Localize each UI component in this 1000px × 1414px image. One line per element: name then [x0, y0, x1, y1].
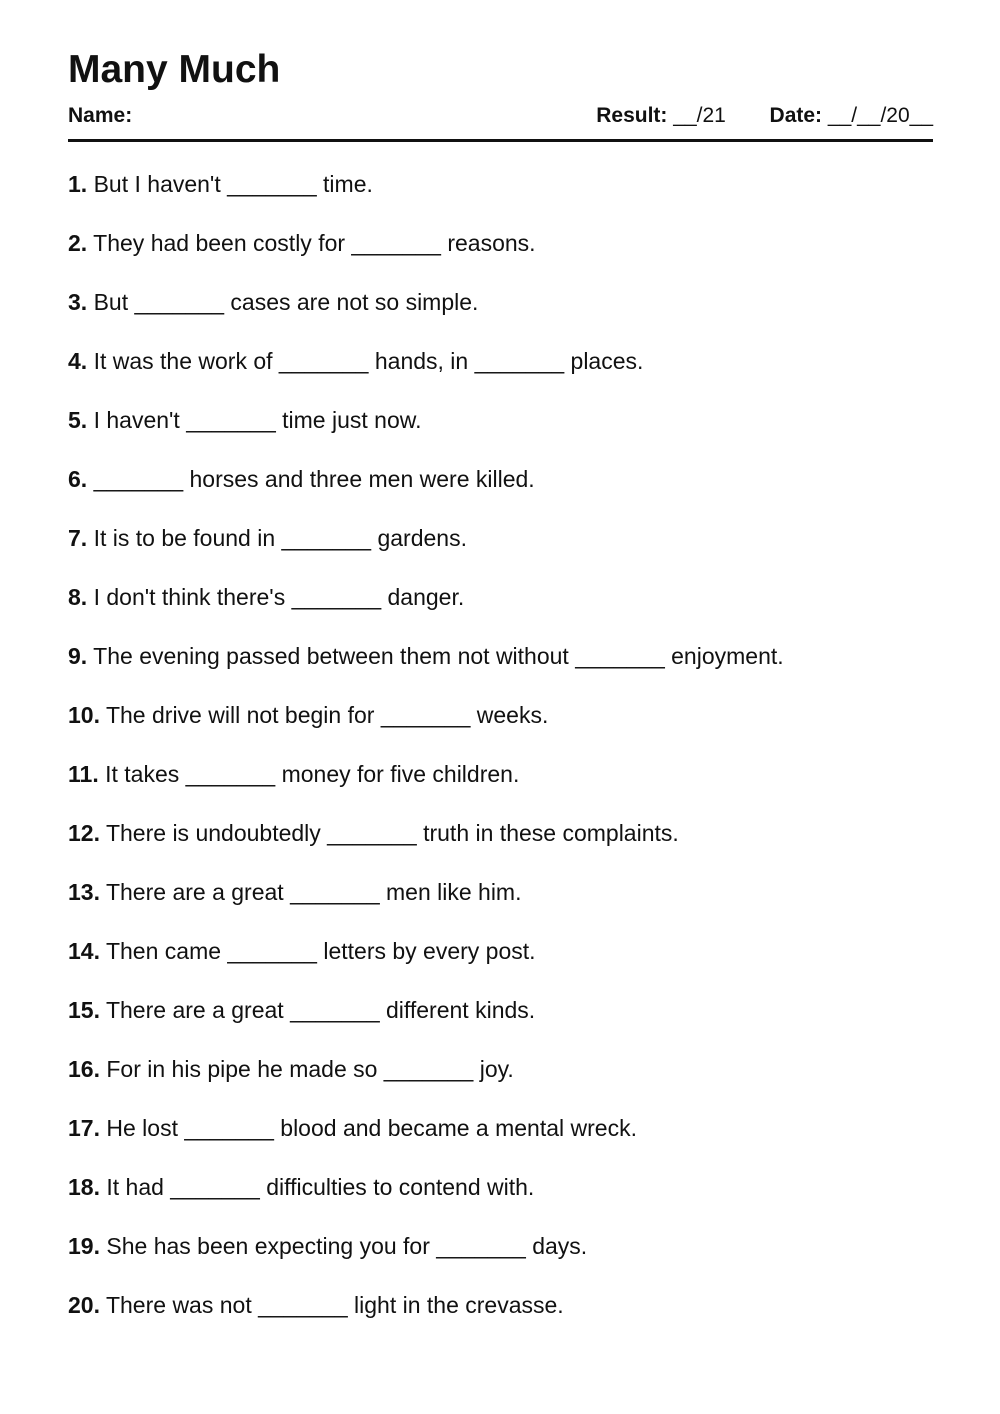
- worksheet-header: [68, 101, 933, 131]
- name-label: Name:: [68, 104, 133, 127]
- question-number: 20.: [68, 1292, 100, 1318]
- question-item: [68, 874, 784, 933]
- question-list: [68, 166, 784, 1346]
- question-text: I haven't _______ time just now.: [93, 407, 422, 433]
- question-item: [68, 933, 784, 992]
- question-text: There was not _______ light in the crevasse.: [105, 1292, 564, 1318]
- question-text: Then came _______ letters by every post.: [105, 938, 536, 964]
- question-item: [68, 225, 784, 284]
- question-item: [68, 1287, 784, 1346]
- question-item: [68, 815, 784, 874]
- question-number: 17.: [68, 1115, 100, 1141]
- question-text: It is to be found in _______ gardens.: [93, 525, 467, 551]
- question-text: But I haven't _______ time.: [93, 171, 373, 197]
- question-item: [68, 1228, 784, 1287]
- question-item: [68, 638, 784, 697]
- question-number: 7.: [68, 525, 88, 551]
- question-text: For in his pipe he made so _______ joy.: [106, 1056, 514, 1082]
- question-text: But _______ cases are not so simple.: [93, 289, 479, 315]
- question-item: [68, 1169, 784, 1228]
- question-number: 12.: [68, 820, 100, 846]
- question-number: 18.: [68, 1174, 100, 1200]
- question-number: 9.: [68, 643, 88, 669]
- question-text: He lost _______ blood and became a mental wreck.: [106, 1115, 637, 1141]
- question-number: 14.: [68, 938, 100, 964]
- question-item: [68, 579, 784, 638]
- question-text: There are a great _______ men like him.: [105, 879, 522, 905]
- question-item: [68, 697, 784, 756]
- question-item: [68, 992, 784, 1051]
- question-item: [68, 520, 784, 579]
- question-text: The drive will not begin for _______ weeks.: [105, 702, 549, 728]
- question-item: [68, 166, 784, 225]
- question-number: 19.: [68, 1233, 100, 1259]
- question-item: [68, 402, 784, 461]
- worksheet-title: Many Much: [68, 48, 281, 91]
- question-number: 10.: [68, 702, 100, 728]
- result-value: __/21: [673, 104, 726, 127]
- date-label: Date:: [769, 104, 823, 127]
- question-text: The evening passed between them not without _______ enjoyment.: [93, 643, 784, 669]
- question-number: 16.: [68, 1056, 100, 1082]
- question-text: I don't think there's _______ danger.: [93, 584, 465, 610]
- question-number: 1.: [68, 171, 88, 197]
- header-divider: [68, 139, 933, 142]
- question-text: There are a great _______ different kinds.: [105, 997, 536, 1023]
- question-text: It had _______ difficulties to contend with.: [106, 1174, 535, 1200]
- question-item: [68, 756, 784, 815]
- question-text: They had been costly for _______ reasons.: [93, 230, 536, 256]
- question-item: [68, 284, 784, 343]
- result-label: Result:: [596, 104, 668, 127]
- question-text: It was the work of _______ hands, in _______ places.: [93, 348, 644, 374]
- question-number: 15.: [68, 997, 100, 1023]
- question-number: 4.: [68, 348, 88, 374]
- question-number: 11.: [68, 761, 99, 787]
- question-number: 5.: [68, 407, 88, 433]
- question-text: _______ horses and three men were killed.: [93, 466, 535, 492]
- question-number: 8.: [68, 584, 88, 610]
- question-text: She has been expecting you for _______ days.: [106, 1233, 588, 1259]
- date-value: __/__/20__: [827, 104, 933, 127]
- question-item: [68, 1051, 784, 1110]
- question-number: 6.: [68, 466, 88, 492]
- question-item: [68, 1110, 784, 1169]
- question-text: It takes _______ money for five children.: [105, 761, 520, 787]
- question-item: [68, 461, 784, 520]
- question-number: 2.: [68, 230, 88, 256]
- question-text: There is undoubtedly _______ truth in these complaints.: [105, 820, 679, 846]
- question-number: 3.: [68, 289, 88, 315]
- result-date-group: [596, 101, 933, 131]
- question-number: 13.: [68, 879, 100, 905]
- question-item: [68, 343, 784, 402]
